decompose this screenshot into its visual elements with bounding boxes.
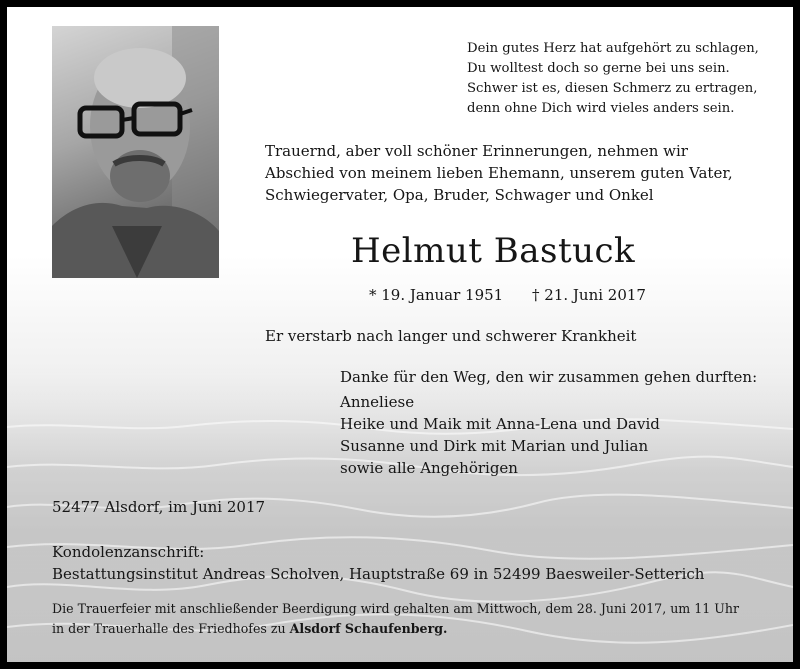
- poem-line: Dein gutes Herz hat aufgehört zu schlagen,: [467, 41, 759, 56]
- funeral-location: Alsdorf Schaufenberg.: [289, 621, 448, 636]
- intro-line: Abschied von meinem lieben Ehemann, unserem guten Vater,: [265, 164, 733, 182]
- mourners-list: [340, 391, 660, 479]
- mourner-entry: Susanne und Dirk mit Marian und Julian: [340, 437, 649, 455]
- place-and-date: 52477 Alsdorf, im Juni 2017: [52, 498, 266, 516]
- portrait-photo: [52, 26, 219, 278]
- funeral-info: [52, 599, 739, 639]
- birth-date: * 19. Januar 1951: [369, 286, 504, 304]
- intro-line: Schwiegervater, Opa, Bruder, Schwager und Onkel: [265, 186, 654, 204]
- mourner-entry: Anneliese: [340, 393, 415, 411]
- poem-line: denn ohne Dich wird vieles anders sein.: [467, 101, 735, 116]
- obituary-notice: [7, 7, 793, 662]
- mourner-entry: sowie alle Angehörigen: [340, 459, 518, 477]
- death-date: † 21. Juni 2017: [532, 286, 646, 304]
- cause-of-death: Er verstarb nach langer und schwerer Krankheit: [265, 327, 637, 345]
- funeral-line-2-prefix: in der Trauerhalle des Friedhofes zu: [52, 621, 286, 636]
- condolence-address: [52, 541, 704, 585]
- life-dates: [369, 285, 646, 305]
- condolence-label: Kondolenzanschrift:: [52, 543, 205, 561]
- thanks-line: Danke für den Weg, den wir zusammen gehen durften:: [340, 368, 758, 386]
- intro-text: [265, 140, 750, 206]
- intro-line: Trauernd, aber voll schöner Erinnerungen, nehmen wir: [265, 142, 688, 160]
- deceased-name: Helmut Bastuck: [351, 231, 636, 271]
- mourner-entry: Heike und Maik mit Anna-Lena und David: [340, 415, 660, 433]
- funeral-line-1: Die Trauerfeier mit anschließender Beerdigung wird gehalten am Mittwoch, dem 28. Juni 2017, um 11 Uhr: [52, 601, 740, 616]
- poem: [467, 39, 759, 119]
- funeral-line-2: [52, 619, 739, 639]
- poem-line: Du wolltest doch so gerne bei uns sein.: [467, 61, 730, 76]
- poem-line: Schwer ist es, diesen Schmerz zu ertragen,: [467, 81, 758, 96]
- condolence-address-line: Bestattungsinstitut Andreas Scholven, Hauptstraße 69 in 52499 Baesweiler-Setterich: [52, 565, 705, 583]
